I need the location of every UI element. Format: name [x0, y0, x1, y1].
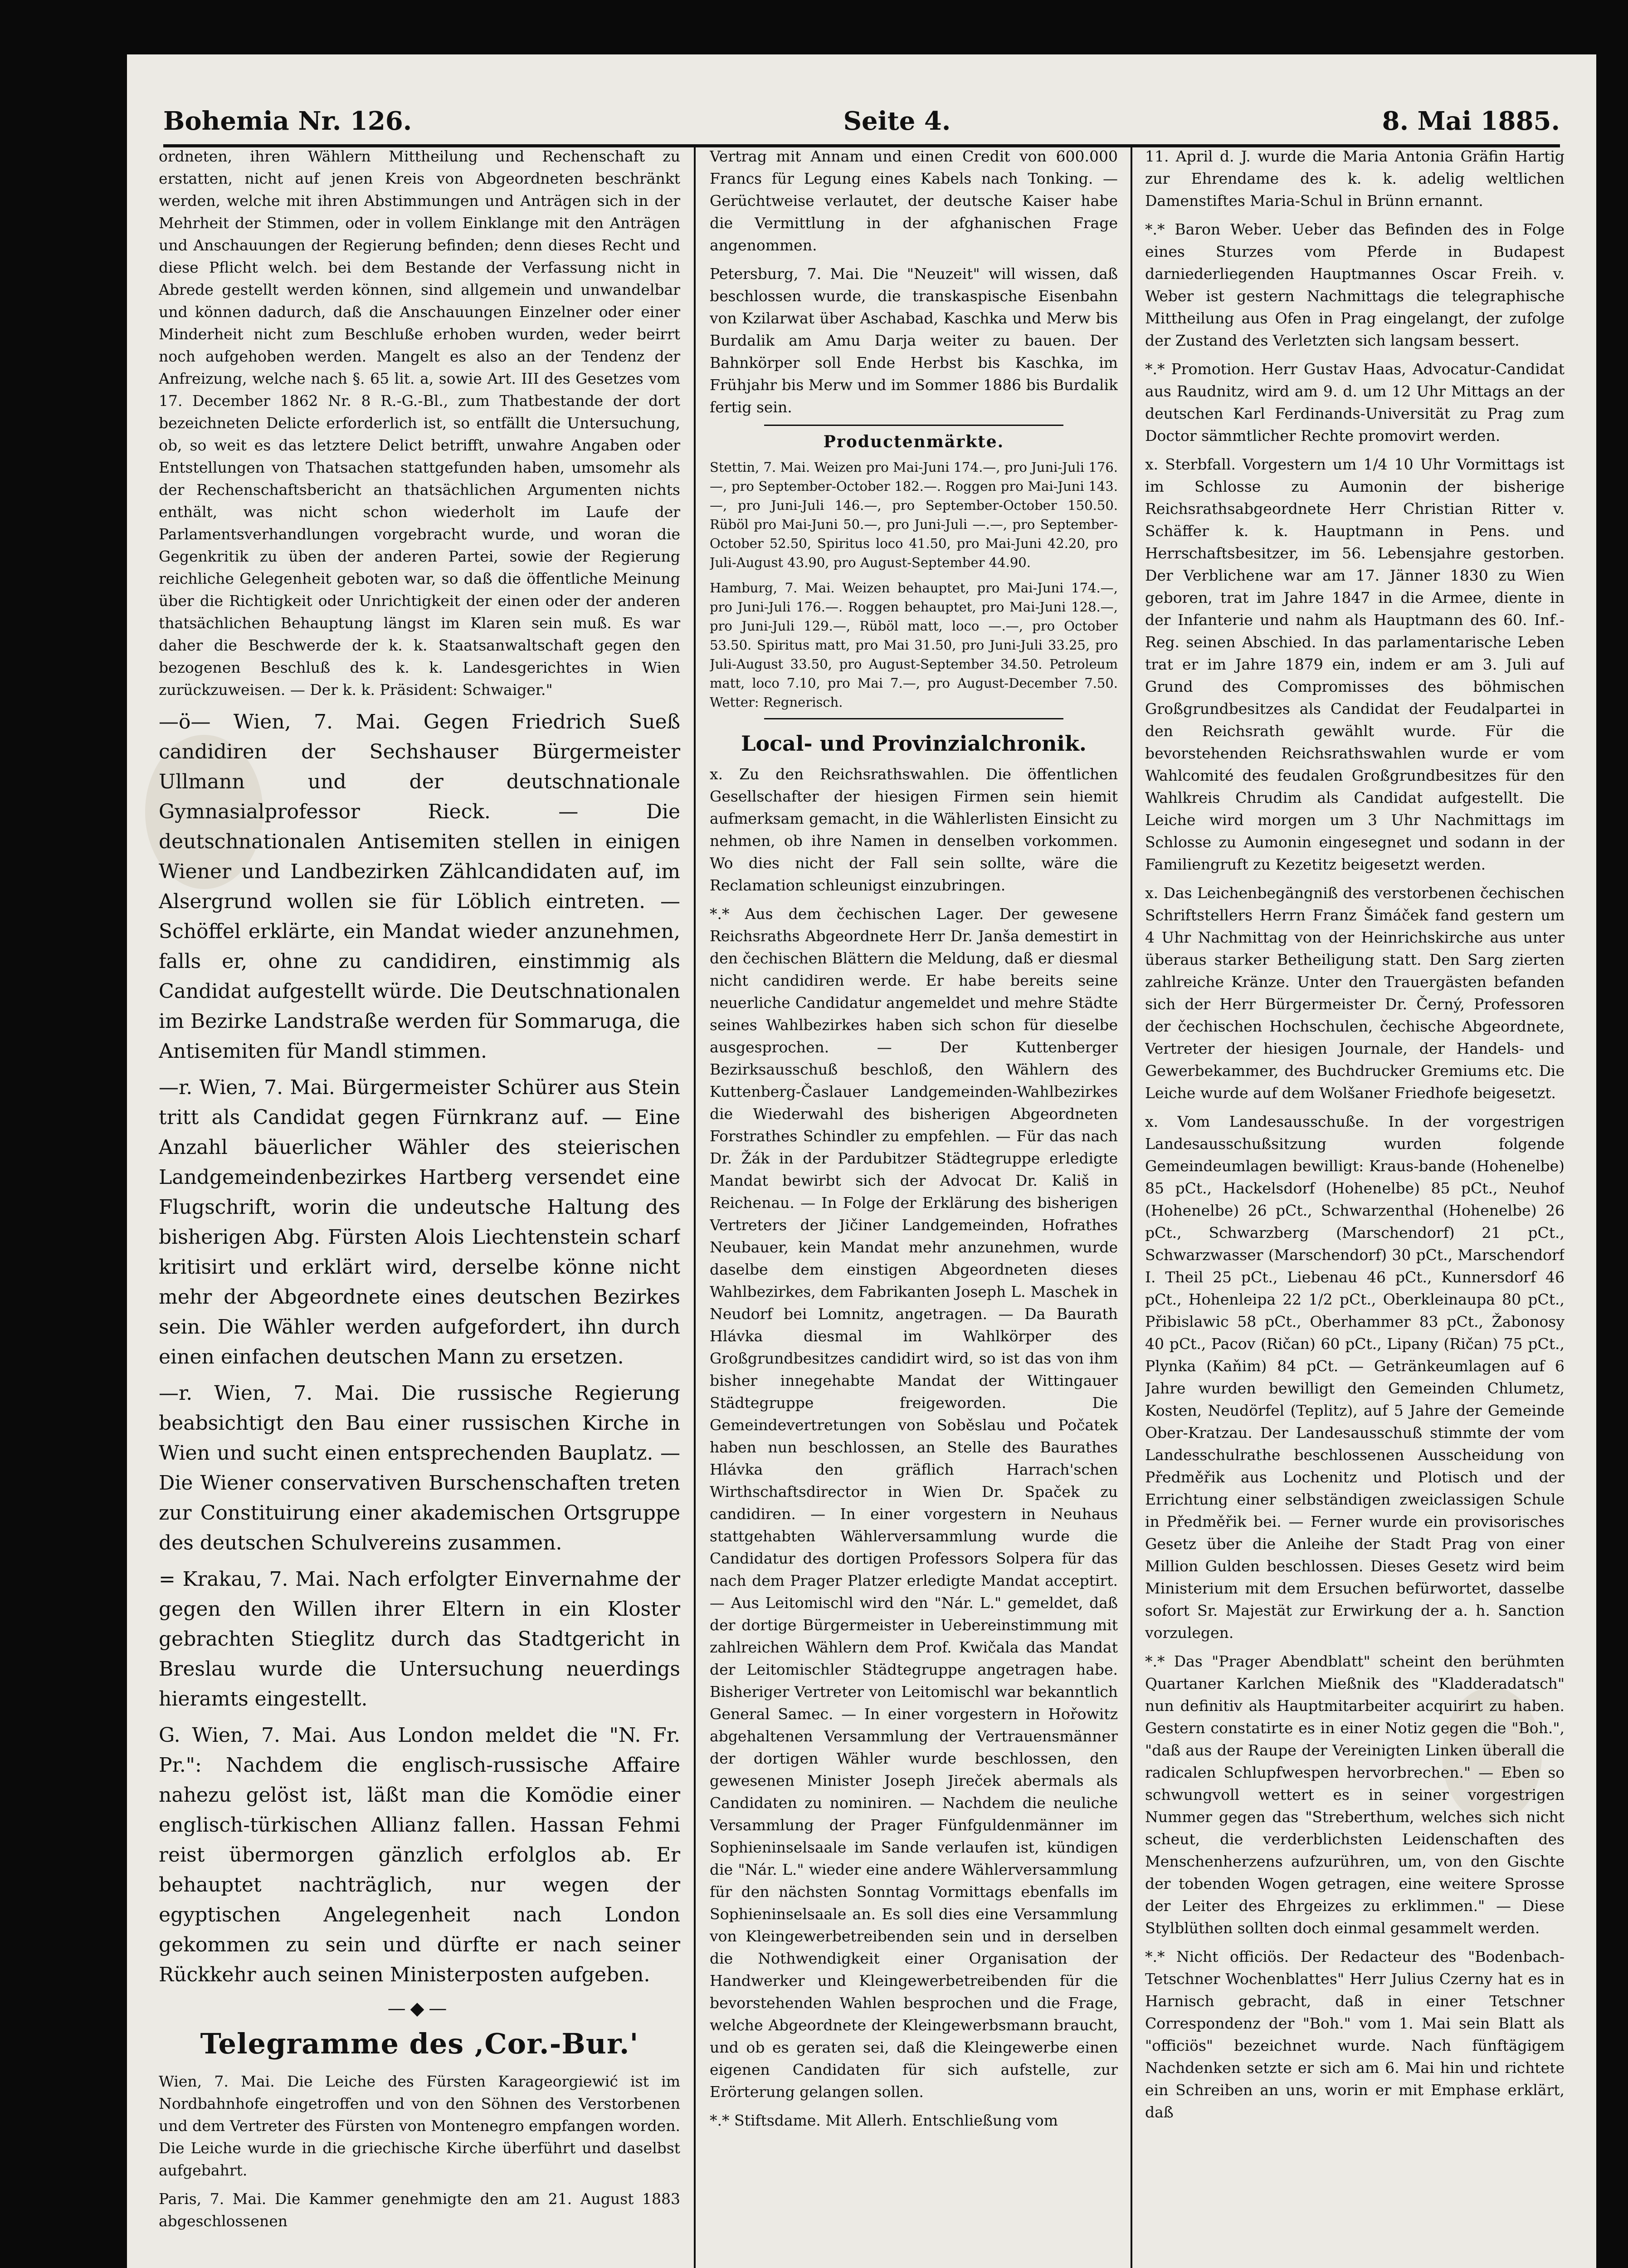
column-rule	[694, 145, 696, 2268]
article-text: *.* Aus dem čechischen Lager. Der gewesene Reichsraths Abgeordnete Herr Dr. Janša demestirt in den čechischen Blättern die Meldung, daß er diesmal nicht candidiren werde. Er habe bereits seine neuerliche Candidatur angemeldet und mehre Städte seines Wahlbezirkes haben sich schon für dieselbe ausgesprochen. — Der Kuttenberger Bezirksausschuß beschloß, den Wählern des Kuttenberg-Časlauer Landgemeinden-Wahlbezirkes die Wiederwahl des bisherigen Abgeordneten Forstrathes Schindler zu empfehlen. — Für das nach Dr. Žák in der Pardubitzer Städtegruppe erledigte Mandat bewirbt sich der Advocat Dr. Kališ in Reichenau. — In Folge der Erklärung des bisherigen Vertreters der Jičiner Landgemeinden, Hofrathes Neubauer, kein Mandat mehr anzunehmen, wurde daselbe dem einstigen Abgeordneten dieses Wahlbezirkes, dem Fabrikanten Joseph L. Maschek in Neudorf bei Lomnitz, angetragen. — Da Baurath Hlávka diesmal im Wahlkörper des Großgrundbesitzes candidirt wird, so ist das von ihm bisher innegehabte Mandat der Wittingauer Städtegruppe freigeworden. Die Gemeindevertretungen von Soběslau und Počatek haben nun beschlossen, an Stelle des Baurathes Hlávka den gräflich Harrach'schen Wirthschaftsdirector in Wien Dr. Spaček zu candidiren. — In einer vorgestern in Neuhaus stattgehabten Wählerversammlung wurde die Candidatur des dortigen Professors Solpera für das nach dem Prager Platzer erledigte Mandat acceptirt. — Aus Leitomischl wird den "Nár. L." gemeldet, daß der dortige Bürgermeister in Uebereinstimmung mit zahlreichen Wählern dem Prof. Kwičala das Mandat der Leitomischler Städtegruppe angetragen habe. Bisheriger Vertreter von Leitomischl war bekanntlich General Samec. — In einer vorgestern in Hořowitz abgehaltenen Versammlung der Vertrauensmänner der dortigen Wähler wurde beschlossen, den gewesenen Minister Joseph Jireček abermals als Candidaten zu nominiren. — Nachdem die neuliche Versammlung der Prager Fünfguldenmänner im Sophieninselsaale im Sande verlaufen ist, kündigen die "Nár. L." wieder eine andere Wählerversammlung für den nächsten Sonntag Vormittags ebenfalls im Sophieninselsaale an. Es soll dies eine Versammlung von Kleingewerbetreibenden sein und in derselben die Nothwendigkeit einer Organisation der Handwerker und Kleingewerbetreibenden für die bevorstehenden Wahlen besprochen und die Frage, welche Abgeordnete der Kleingewerbsmann braucht, und ob es geraten sei, daß die Kleingewerbe einen eigenen Candidaten für sich aufstelle, zur Erörterung gelangen sollen.	[710, 905, 1118, 2101]
article-text: 11. April d. J. wurde die Maria Antonia Gräfin Hartig zur Ehrendame des k. k. adelig weltlichen Damenstiftes Maria-Schul in Brünn ernannt.	[1145, 147, 1565, 210]
article-text: —r. Wien, 7. Mai. Die russische Regierung beabsichtigt den Bau einer russischen Kirche in Wien und sucht einen entsprechenden Bauplatz. — Die Wiener conservativen Burschenschaften treten zur Constituirung einer akademischen Ortsgruppe des deutschen Schulvereins zusammen.	[159, 1382, 680, 1554]
column-2	[710, 145, 1118, 2268]
article-text: Vertrag mit Annam und einen Credit von 600.000 Francs für Legung eines Kabels nach Tonking. — Gerüchtweise verlautet, der deutsche Kaiser habe die Vermittlung in der afghanischen Frage angenommen.	[710, 147, 1118, 254]
article-text: x. Sterbfall. Vorgestern um 1/4 10 Uhr Vormittags ist im Schlosse zu Aumonin der bisherige Reichsrathsabgeordnete Herr Christian Ritter v. Schäffer k. k. Hauptmann in Pens. und Herrschaftsbesitzer, im 56. Lebensjahre gestorben. Der Verblichene war am 17. Jänner 1830 zu Wien geboren, trat im Jahre 1847 in die Armee, diente in der Infanterie und nahm als Hauptmann des 60. Inf.-Reg. seinen Abschied. In das parlamentarische Leben trat er im Jahre 1879 ein, indem er am 3. Juli auf Grund des Compromisses des böhmischen Großgrundbesitzes als Candidat der Feudalpartei in den Reichsrath gewählt wurde. Für die bevorstehenden Reichsrathswahlen wurde er vom Wahlcomité des feudalen Großgrundbesitzes für den Wahlkreis Chrudim als Candidat aufgestellt. Die Leiche wird morgen um 3 Uhr Nachmittags im Schlosse zu Aumonin eingesegnet und sodann in der Familiengruft zu Kezetitz beigesetzt werden.	[1145, 455, 1565, 873]
article-text: G. Wien, 7. Mai. Aus London meldet die "N. Fr. Pr.": Nachdem die englisch-russische Affaire nahezu gelöst ist, läßt man die Komödie einer englisch-türkischen Allianz fallen. Hassan Fehmi reist übermorgen gänzlich erfolglos ab. Er behauptet nachträglich, nur wegen der egyptischen Angelegenheit nach London gekommen zu sein und dürfte er nach seiner Rückkehr auch seinen Ministerposten aufgeben.	[159, 1724, 680, 1986]
article-text: x. Das Leichenbegängniß des verstorbenen čechischen Schriftstellers Herrn Franz Šimáček fand gestern um 4 Uhr Nachmittag von der Heinrichskirche aus unter überaus starker Betheiligung statt. Den Sarg zierten zahlreiche Kränze. Unter den Trauergästen befanden sich der Herr Bürgermeister Dr. Černý, Professoren der čechischen Hochschulen, čechische Abgeordnete, Vertreter der hiesigen Journale, der Handels- und Gewerbekammer, des Buchdrucker Gremiums etc. Die Leiche wurde auf dem Wolšaner Friedhofe beigesetzt.	[1145, 884, 1565, 1102]
local-chronicle-heading: Local- und Provinzialchronik.	[741, 731, 1087, 756]
article-text: *.* Stiftsdame. Mit Allerh. Entschließung vom	[710, 2112, 1058, 2129]
divider	[764, 718, 1063, 719]
header-date: 8. Mai 1885.	[1382, 106, 1560, 136]
article-text: *.* Baron Weber. Ueber das Befinden des in Folge eines Sturzes vom Pferde in Budapest darniederliegenden Hauptmannes Oscar Freih. v. Weber ist gestern Nachmittags die telegraphische Mittheilung aus Ofen in Prag eingelangt, der zufolge der Zustand des Verletzten sich langsam bessert.	[1145, 220, 1565, 349]
newspaper-page	[127, 54, 1596, 2268]
column-1	[159, 145, 680, 2268]
article-text: *.* Promotion. Herr Gustav Haas, Advocatur-Candidat aus Raudnitz, wird am 9. d. um 12 Uhr Mittags an der deutschen Karl Ferdinands-Universität zu Prag zum Doctor sämmtlicher Rechte promovirt werden.	[1145, 360, 1565, 445]
page-header	[163, 86, 1560, 147]
divider	[764, 425, 1063, 426]
article-text: *.* Nicht officiös. Der Redacteur des "Bodenbach-Tetschner Wochenblattes" Herr Julius Czerny hat es in Harnisch gebracht, daß in einer Tetschner Correspondenz der "Boh." vom 1. Mai sein Blatt als "officiös" bezeichnet wurde. Nach fünftägigem Nachdenken setzte er sich am 6. Mai hin und richtete ein Schreiben an uns, worin er mit Emphase erklärt, daß	[1145, 1948, 1565, 2121]
article-text: Petersburg, 7. Mai. Die "Neuzeit" will wissen, daß beschlossen wurde, die transkaspische Eisenbahn von Kzilarwat über Aschabad, Kaschka und Merw bis Burdalik am Amu Darja weiter zu bauen. Der Bahnkörper soll Ende Herbst bis Kaschka, im Frühjahr bis Merw und im Sommer 1886 bis Burdalik fertig sein.	[710, 265, 1118, 416]
section-ornament: —◆—	[387, 1998, 452, 2019]
markets-heading: Productenmärkte.	[823, 432, 1004, 451]
header-page-number: Seite 4.	[843, 106, 951, 136]
article-text: —r. Wien, 7. Mai. Bürgermeister Schürer aus Stein tritt als Candidat gegen Fürnkranz auf. — Eine Anzahl bäuerlicher Wähler des steierischen Landgemeindenbezirkes Hartberg versendet eine Flugschrift, worin die undeutsche Haltung des bisherigen Abg. Fürsten Alois Liechtenstein scharf kritisirt und erklärt wird, derselbe könne nicht mehr der Abgeordnete eines deutschen Bezirkes sein. Die Wähler werden aufgefordert, ihn durch einen einfachen deutschen Mann zu ersetzen.	[159, 1076, 680, 1369]
article-text: *.* Das "Prager Abendblatt" scheint den berühmten Quartaner Karlchen Mießnik des "Kladderadatsch" nun definitiv als Hauptmitarbeiter acquirirt zu haben. Gestern constatirte es in einer Notiz gegen die "Boh.", "daß aus der Raupe der Vereinigten Linken überall die radicalen Schlupfwespen hervorbrechen." — Eben so schwungvoll wettert es in seiner vorgestrigen Nummer gegen das "Streberthum, welches sich nicht scheut, die verderblichsten Leidenschaften des Menschenherzens aufzurühren, um, von den Gischte der tobenden Wogen getragen, eine weitere Sprosse der Leiter des Ehrgeizes zu erklimmen." — Diese Stylblüthen sollten doch einmal gesammelt werden.	[1145, 1652, 1565, 1937]
market-report: Hamburg, 7. Mai. Weizen behauptet, pro Mai-Juni 174.—, pro Juni-Juli 176.—. Roggen behauptet, pro Mai-Juni 128.—, pro Juni-Juli 129.—, Rüböl matt, loco —.—, pro October 53.50. Spiritus matt, pro Mai 31.50, pro Juni-Juli 33.25, pro Juli-August 33.50, pro August-September 34.50. Petroleum matt, loco 7.10, pro Mai 7.—, pro August-December 7.50. Wetter: Regnerisch.	[710, 580, 1118, 710]
article-text: Paris, 7. Mai. Die Kammer genehmigte den am 21. August 1883 abgeschlossenen	[159, 2190, 680, 2230]
header-left: Bohemia Nr. 126.	[163, 106, 412, 136]
article-text: x. Vom Landesausschuße. In der vorgestrigen Landesausschußsitzung wurden folgende Gemeindeumlagen bewilligt: Kraus-bande (Hohenelbe) 85 pCt., Hackelsdorf (Hohenelbe) 85 pCt., Neuhof (Hohenelbe) 26 pCt., Schwarzenthal (Hohenelbe) 26 pCt., Schwarzberg (Marschendorf) 21 pCt., Schwarzwasser (Marschendorf) 30 pCt., Marschendorf I. Theil 25 pCt., Liebenau 46 pCt., Kunnersdorf 46 pCt., Hohenleipa 22 1/2 pCt., Oberkleinaupa 80 pCt., Přibislawic 58 pCt., Oberhammer 83 pCt., Žabonosy 40 pCt., Pacov (Ričan) 60 pCt., Lipany (Ričan) 75 pCt., Plynka (Kaňim) 84 pCt. — Getränkeumlagen auf 6 Jahre wurden bewilligt den Gemeinden Chlumetz, Kosten, Neudörfel (Teplitz), auf 5 Jahre der Gemeinde Ober-Kratzau. Der Landesausschuß stimmte der vom Landesschulrathe beschlossenen Ausscheidung von Předměřik aus Lochenitz und Plotisch und der Errichtung einer selbständigen zweiclassigen Schule in Předměřik bei. — Ferner wurde ein provisorisches Gesetz über die Anleihe der Stadt Prag von einer Million Gulden beschlossen. Dieses Gesetz wird beim Ministerium mit dem Ersuchen befürwortet, dasselbe sofort Sr. Majestät zur Erwirkung der a. h. Sanction vorzulegen.	[1145, 1113, 1565, 1642]
article-text: ordneten, ihren Wählern Mittheilung und Rechenschaft zu erstatten, nicht auf jenen Kreis von Abgeordneten beschränkt werden, welche mit ihren Abstimmungen und Anträgen sich in der Mehrheit der Stimmen, oder in vollem Einklange mit den Anträgen und Anschauungen der Regierung befinden; denn dieses Recht und diese Pflicht welch. bei dem Bestande der Verfassung nicht in Abrede gestellt werden können, sind allgemein und unwandelbar und können dadurch, daß die Anschauungen Einzelner oder einer Minderheit nicht zum Beschluße erhoben wurden, weder beirrt noch aufgehoben werden. Mangelt es also an der Tendenz der Anfreizung, welche nach §. 65 lit. a, sowie Art. III des Gesetzes vom 17. December 1862 Nr. 8 R.-G.-Bl., zum Thatbestande der dort bezeichneten Delicte erforderlich ist, so entfällt die Untersuchung, ob, so weit es das letztere Delict betrifft, unwahre Angaben oder Entstellungen von Thatsachen stattgefunden haben, umsomehr als der Rechenschaftsbericht an thatsächlichen Argumenten nichts enthält, was nicht schon wiederholt im Laufe der Parlamentsverhandlungen vorgebracht wurde, und woran die Gegenkritik zu üben der anderen Partei, sowie der Regierung reichliche Gelegenheit geboten war, so daß die öffentliche Meinung über die Richtigkeit oder Unrichtigkeit der einen oder der anderen thatsächlichen Behauptung längst im Klaren sein muß. Es war daher die Beschwerde der k. k. Staatsanwaltschaft gegen den bezogenen Beschluß des k. k. Landesgerichtes in Wien zurückzuweisen. — Der k. k. Präsident: Schwaiger."	[159, 147, 680, 699]
telegram-heading: Telegramme des ‚Cor.-Bur.'	[200, 2027, 639, 2060]
market-report: Stettin, 7. Mai. Weizen pro Mai-Juni 174.—, pro Juni-Juli 176.—, pro September-October 182.—. Roggen pro Mai-Juni 143.—, pro Juni-Juli 146.—, pro September-October 150.50. Rüböl pro Mai-Juni 50.—, pro Juni-Juli —.—, pro September-October 52.50, Spiritus loco 41.50, pro Mai-Juni 42.20, pro Juli-August 43.90, pro August-September 44.90.	[710, 459, 1118, 570]
column-3	[1145, 145, 1565, 2268]
article-text: x. Zu den Reichsrathswahlen. Die öffentlichen Gesellschafter der hiesigen Firmen sein hiemit aufmerksam gemacht, in die Wählerlisten Einsicht zu nehmen, ob ihre Namen in denselben vorkommen. Wo dies nicht der Fall sein sollte, wäre die Reclamation schleunigst einzubringen.	[710, 765, 1118, 894]
column-rule	[1131, 145, 1132, 2268]
article-text: —ö— Wien, 7. Mai. Gegen Friedrich Sueß candidiren der Sechshauser Bürgermeister Ullmann und der deutschnationale Gymnasialprofessor Rieck. — Die deutschnationalen Antisemiten stellen in einigen Wiener und Landbezirken Zählcandidaten auf, im Alsergrund wollen sie für Löblich eintreten. — Schöffel erklärte, ein Mandat wieder anzunehmen, falls er, ohne zu candidiren, einstimmig als Candidat aufgestellt würde. Die Deutschnationalen im Bezirke Landstraße werden für Sommaruga, die Antisemiten für Mandl stimmen.	[159, 710, 680, 1063]
article-text: = Krakau, 7. Mai. Nach erfolgter Einvernahme der gegen den Willen ihrer Eltern in ein Kloster gebrachten Stieglitz durch das Stadtgericht in Breslau wurde die Untersuchung neuerdings hieramts eingestellt.	[159, 1568, 680, 1711]
article-text: Wien, 7. Mai. Die Leiche des Fürsten Karageorgiewić ist im Nordbahnhofe eingetroffen und von den Söhnen des Verstorbenen und dem Vertreter des Fürsten von Montenegro empfangen worden. Die Leiche wurde in die griechische Kirche überführt und daselbst aufgebahrt.	[159, 2072, 680, 2179]
